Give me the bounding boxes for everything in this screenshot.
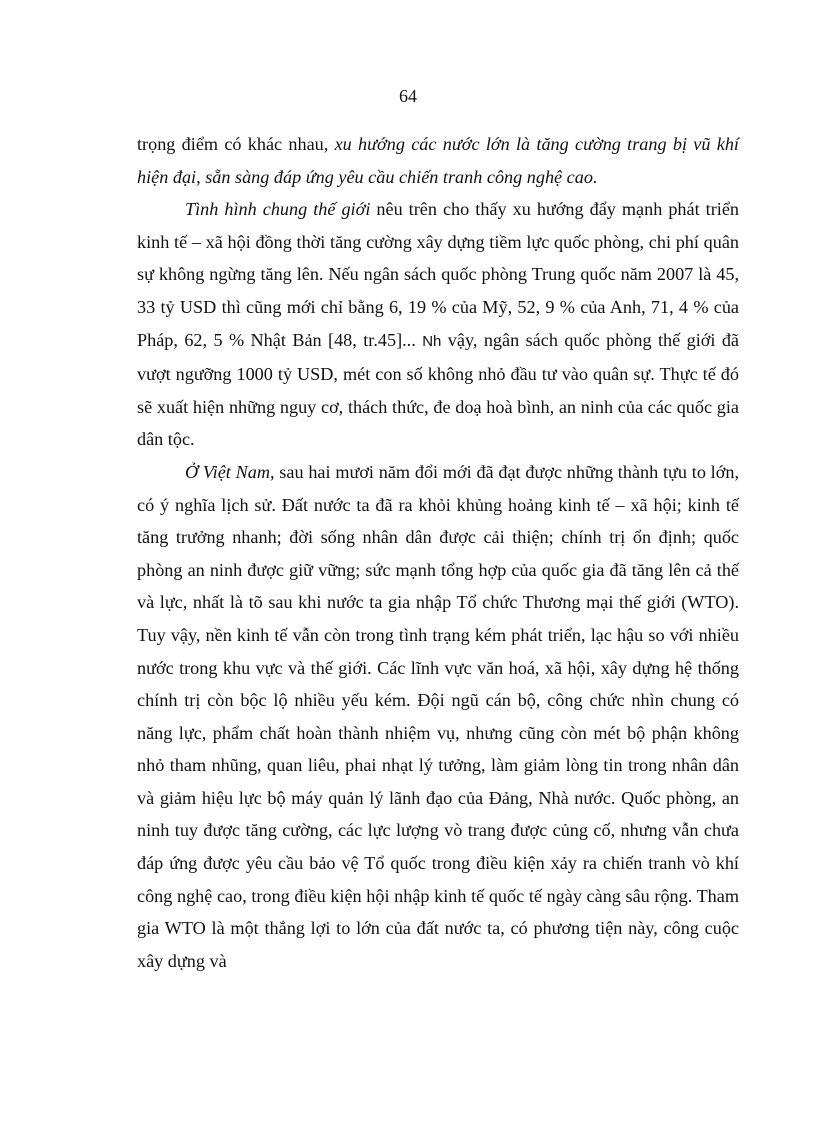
text-run: trọng điểm có khác nhau, (137, 134, 335, 154)
italic-lead-phrase: Tình hình chung thế giới (185, 199, 371, 220)
text-run: nêu trên cho thấy xu hướng đẩy mạnh phát triển kinh tế – xã hội đồng thời tăng cường xây dựng tiềm lực quốc phòng, chi phí quân sự không ngừng tăng lên. Nếu ngân sách quốc phòng Trung quốc năm 2007 là 45, 33 tỷ USD thì cũng mới chỉ bằng 6, 19 % của Mỹ, 52, 9 % của Anh, 71, 4 % của Pháp, 62, 5 % Nhật Bản [48, tr.45]... (137, 199, 739, 350)
italic-lead-phrase: Ở Việt Nam (185, 461, 270, 482)
body-text (137, 128, 739, 977)
paragraph-world-situation (137, 193, 739, 456)
nh-fragment: Nh (422, 332, 442, 350)
text-run: vậy, ngân sách quốc phòng thế giới đã vượt ngưỡng 1000 tỷ USD, mét con số không nhỏ đầu tư vào quân sự. Thực tế đó sẽ xuất hiện những nguy cơ, thách thức, đe doạ hoà bình, an ninh của các quốc gia dân tộc. (137, 329, 739, 450)
italic-text-run: xu hướng các nước lớn là tăng cường trang bị vũ khí hiện đại, sẵn sàng đáp ứng yêu cầu chiến tranh công nghệ cao. (137, 134, 739, 187)
text-run: , sau hai mươi năm đổi mới đã đạt được những thành tựu to lớn, có ý nghĩa lịch sử. Đất nước ta đã ra khỏi khủng hoảng kinh tế – xã hội; kinh tế tăng trưởng nhanh; đời sống nhân dân được cải thiện; chính trị ổn định; quốc phòng an ninh được giữ vững; sức mạnh tổng hợp của quốc gia đã tăng lên cả thế và lực, nhất là tõ sau khi nước ta gia nhập Tổ chức Thương mại thế giới (WTO). Tuy vậy, nền kinh tế vẫn còn trong tình trạng kém phát triển, lạc hậu so với nhiều nước trong khu vực và thế giới. Các lĩnh vực văn hoá, xã hội, xây dựng hệ thống chính trị còn bộc lộ nhiều yếu kém. Đội ngũ cán bộ, công chức nhìn chung có năng lực, phẩm chất hoàn thành nhiệm vụ, nhưng cũng còn mét bộ phận không nhỏ tham nhũng, quan liêu, phai nhạt lý tưởng, làm giảm lòng tin trong nhân dân và giảm hiệu lực bộ máy quản lý lãnh đạo của Đảng, Nhà nước. Quốc phòng, an ninh tuy được tăng cường, các lực lượng vò trang được củng cố, nhưng vẫn chưa đáp ứng được yêu cầu bảo vệ Tổ quốc trong điều kiện xảy ra chiến tranh vò khí công nghệ cao, trong điều kiện hội nhập kinh tế quốc tế ngày càng sâu rộng. Tham gia WTO là một thắng lợi to lớn của đất nước ta, có phương tiện này, công cuộc xây dựng và (137, 461, 739, 971)
paragraph-continuation (137, 128, 739, 193)
page-number: 64 (399, 86, 417, 106)
paragraph-vietnam (137, 456, 739, 978)
